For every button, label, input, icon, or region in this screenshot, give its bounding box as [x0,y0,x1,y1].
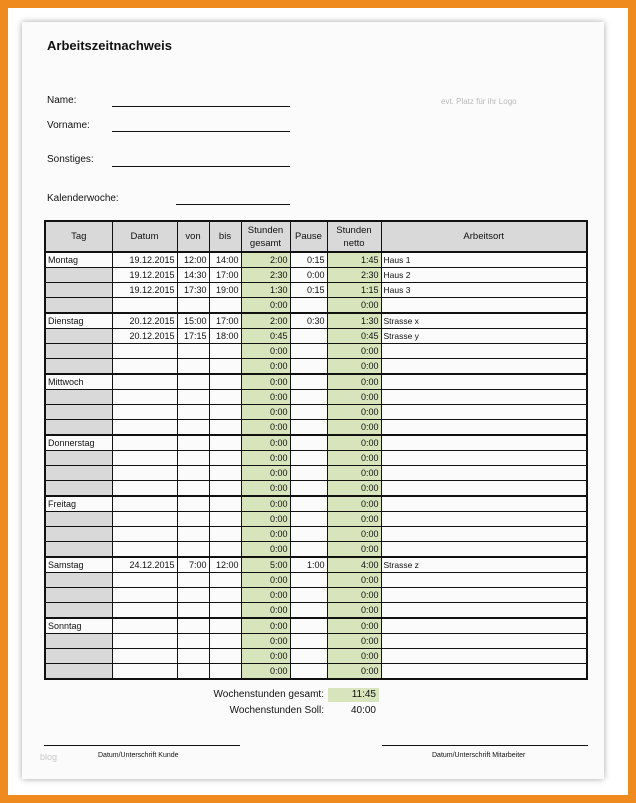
cell-arbeitsort[interactable] [381,542,587,558]
cell-bis[interactable] [209,390,241,405]
header-stunden-gesamt [241,221,290,252]
cell-von[interactable] [177,588,209,603]
cell-pause[interactable] [290,603,327,619]
cell-datum[interactable]: 20.12.2015 [112,313,177,329]
table-row [45,557,587,573]
cell-day-name[interactable]: Montag [45,252,112,268]
cell-arbeitsort[interactable] [381,451,587,466]
cell-stunden-netto[interactable]: 0:00 [327,359,381,375]
cell-stunden-gesamt[interactable]: 0:00 [241,374,290,390]
cell-von[interactable]: 7:00 [177,557,209,573]
table-row [45,634,587,649]
header-arbeitsort: Arbeitsort [381,221,587,252]
cell-von[interactable] [177,390,209,405]
cell-stunden-gesamt[interactable]: 0:00 [241,390,290,405]
cell-von[interactable]: 17:15 [177,329,209,344]
cell-datum[interactable]: 19.12.2015 [112,268,177,283]
table-row [45,542,587,558]
cell-datum[interactable] [112,466,177,481]
cell-day-empty[interactable] [45,420,112,436]
cell-bis[interactable] [209,420,241,436]
cell-stunden-gesamt[interactable]: 0:00 [241,649,290,664]
cell-pause[interactable] [290,329,327,344]
cell-stunden-netto[interactable]: 0:00 [327,588,381,603]
cell-stunden-netto[interactable]: 0:00 [327,649,381,664]
cell-stunden-gesamt[interactable]: 0:00 [241,420,290,436]
header-bis: bis [209,221,241,252]
cell-stunden-netto[interactable]: 0:00 [327,664,381,680]
cell-von[interactable] [177,344,209,359]
cell-datum[interactable] [112,405,177,420]
cell-stunden-netto[interactable]: 0:00 [327,634,381,649]
cell-stunden-gesamt[interactable]: 0:00 [241,496,290,512]
cell-stunden-gesamt[interactable]: 0:00 [241,451,290,466]
cell-arbeitsort[interactable]: Haus 3 [381,283,587,298]
cell-stunden-gesamt[interactable]: 1:30 [241,283,290,298]
cell-arbeitsort[interactable] [381,405,587,420]
cell-day-empty[interactable] [45,268,112,283]
cell-datum[interactable] [112,298,177,314]
cell-bis[interactable] [209,466,241,481]
cell-day-name[interactable]: Mittwoch [45,374,112,390]
cell-pause[interactable] [290,374,327,390]
cell-day-empty[interactable] [45,542,112,558]
cell-von[interactable] [177,573,209,588]
cell-pause[interactable]: 0:00 [290,268,327,283]
cell-bis[interactable] [209,603,241,619]
table-row [45,283,587,298]
cell-pause[interactable]: 0:15 [290,283,327,298]
cell-pause[interactable] [290,496,327,512]
cell-stunden-gesamt[interactable]: 0:00 [241,573,290,588]
cell-stunden-gesamt[interactable]: 0:00 [241,634,290,649]
cell-day-empty[interactable] [45,451,112,466]
header-stunden-netto [327,221,381,252]
signature-label-mitarbeiter: Datum/Unterschrift Mitarbeiter [432,752,526,759]
cell-day-empty[interactable] [45,298,112,314]
cell-datum[interactable] [112,603,177,619]
cell-pause[interactable] [290,344,327,359]
table-row [45,649,587,664]
cell-bis[interactable] [209,588,241,603]
table-row [45,420,587,436]
cell-datum[interactable] [112,512,177,527]
cell-arbeitsort[interactable] [381,481,587,497]
cell-arbeitsort[interactable]: Haus 1 [381,252,587,268]
header-gesamt-line2: gesamt [249,237,282,249]
header-gesamt-line1: Stunden [247,224,284,236]
cell-von[interactable] [177,664,209,680]
cell-datum[interactable]: 19.12.2015 [112,252,177,268]
table-row [45,344,587,359]
cell-arbeitsort[interactable] [381,420,587,436]
cell-von[interactable] [177,496,209,512]
cell-von[interactable]: 15:00 [177,313,209,329]
cell-stunden-netto[interactable]: 0:00 [327,405,381,420]
cell-pause[interactable]: 0:30 [290,313,327,329]
wochenstunden-soll-label: Wochenstunden Soll: [229,705,324,716]
cell-stunden-netto[interactable]: 0:00 [327,451,381,466]
cell-pause[interactable] [290,435,327,451]
cell-arbeitsort[interactable] [381,618,587,634]
cell-pause[interactable] [290,298,327,314]
cell-datum[interactable]: 24.12.2015 [112,557,177,573]
cell-von[interactable] [177,527,209,542]
table-row [45,390,587,405]
cell-arbeitsort[interactable] [381,664,587,680]
cell-arbeitsort[interactable]: Strasse z [381,557,587,573]
cell-arbeitsort[interactable] [381,496,587,512]
cell-pause[interactable] [290,664,327,680]
cell-day-name[interactable]: Donnerstag [45,435,112,451]
cell-day-name[interactable]: Sonntag [45,618,112,634]
cell-arbeitsort[interactable] [381,435,587,451]
cell-stunden-netto[interactable]: 0:00 [327,390,381,405]
table-row [45,359,587,375]
kalenderwoche-label: Kalenderwoche: [47,193,119,204]
cell-stunden-gesamt[interactable]: 0:00 [241,512,290,527]
cell-bis[interactable] [209,496,241,512]
cell-datum[interactable] [112,374,177,390]
table-row [45,512,587,527]
cell-day-name[interactable]: Freitag [45,496,112,512]
cell-stunden-gesamt[interactable]: 0:00 [241,344,290,359]
document-title: Arbeitszeitnachweis [47,38,172,53]
table-row [45,313,587,329]
table-row [45,664,587,680]
cell-arbeitsort[interactable] [381,512,587,527]
cell-datum[interactable] [112,420,177,436]
table-row [45,496,587,512]
cell-bis[interactable]: 18:00 [209,329,241,344]
cell-day-empty[interactable] [45,283,112,298]
cell-von[interactable] [177,512,209,527]
table-row [45,405,587,420]
cell-stunden-gesamt[interactable]: 0:00 [241,588,290,603]
cell-day-name[interactable]: Dienstag [45,313,112,329]
cell-day-empty[interactable] [45,344,112,359]
cell-stunden-netto[interactable]: 0:00 [327,573,381,588]
cell-stunden-gesamt[interactable]: 0:00 [241,664,290,680]
cell-day-empty[interactable] [45,405,112,420]
cell-arbeitsort[interactable] [381,298,587,314]
cell-datum[interactable] [112,573,177,588]
cell-von[interactable] [177,481,209,497]
cell-pause[interactable] [290,466,327,481]
cell-stunden-netto[interactable]: 2:30 [327,268,381,283]
cell-bis[interactable] [209,481,241,497]
cell-datum[interactable] [112,359,177,375]
cell-datum[interactable] [112,664,177,680]
table-row [45,573,587,588]
cell-day-empty[interactable] [45,573,112,588]
cell-stunden-gesamt[interactable]: 0:00 [241,298,290,314]
cell-pause[interactable] [290,573,327,588]
wochenstunden-soll-value: 40:00 [350,705,376,716]
vorname-label: Vorname: [47,120,90,131]
table-row [45,252,587,268]
name-field[interactable] [112,106,290,107]
cell-pause[interactable] [290,618,327,634]
cell-pause[interactable] [290,542,327,558]
cell-stunden-gesamt[interactable]: 0:00 [241,603,290,619]
cell-bis[interactable] [209,664,241,680]
table-row [45,588,587,603]
cell-datum[interactable]: 19.12.2015 [112,283,177,298]
header-tag: Tag [45,221,112,252]
cell-von[interactable] [177,634,209,649]
cell-bis[interactable] [209,649,241,664]
cell-pause[interactable]: 0:15 [290,252,327,268]
cell-stunden-netto[interactable]: 0:00 [327,527,381,542]
cell-pause[interactable] [290,588,327,603]
cell-day-empty[interactable] [45,527,112,542]
cell-stunden-netto[interactable]: 0:45 [327,329,381,344]
cell-stunden-gesamt[interactable]: 0:00 [241,618,290,634]
cell-day-name[interactable]: Samstag [45,557,112,573]
cell-von[interactable] [177,649,209,664]
cell-day-empty[interactable] [45,390,112,405]
timesheet-table [44,220,588,680]
cell-pause[interactable] [290,527,327,542]
cell-arbeitsort[interactable] [381,573,587,588]
cell-bis[interactable] [209,344,241,359]
table-row [45,603,587,619]
cell-arbeitsort[interactable]: Strasse y [381,329,587,344]
cell-stunden-netto[interactable]: 0:00 [327,496,381,512]
cell-von[interactable] [177,603,209,619]
cell-arbeitsort[interactable] [381,527,587,542]
cell-bis[interactable]: 17:00 [209,313,241,329]
cell-day-empty[interactable] [45,664,112,680]
cell-datum[interactable] [112,496,177,512]
cell-arbeitsort[interactable] [381,634,587,649]
cell-bis[interactable] [209,374,241,390]
signature-line-kunde[interactable] [44,745,240,746]
cell-bis[interactable] [209,542,241,558]
cell-stunden-netto[interactable]: 1:30 [327,313,381,329]
cell-stunden-netto[interactable]: 1:15 [327,283,381,298]
cell-pause[interactable] [290,405,327,420]
timesheet-body [45,252,587,679]
cell-day-empty[interactable] [45,603,112,619]
sonstiges-field[interactable] [112,166,290,167]
cell-von[interactable]: 12:00 [177,252,209,268]
cell-bis[interactable] [209,527,241,542]
cell-day-empty[interactable] [45,634,112,649]
cell-pause[interactable] [290,359,327,375]
table-row [45,298,587,314]
cell-bis[interactable] [209,298,241,314]
cell-stunden-gesamt[interactable]: 0:45 [241,329,290,344]
cell-pause[interactable] [290,390,327,405]
cell-von[interactable] [177,359,209,375]
kalenderwoche-field[interactable] [176,204,290,205]
cell-day-empty[interactable] [45,466,112,481]
cell-von[interactable] [177,374,209,390]
table-row [45,268,587,283]
cell-stunden-gesamt[interactable]: 0:00 [241,527,290,542]
signature-line-mitarbeiter[interactable] [382,745,588,746]
table-row [45,329,587,344]
cell-datum[interactable] [112,588,177,603]
cell-bis[interactable]: 12:00 [209,557,241,573]
cell-datum[interactable] [112,649,177,664]
table-row [45,435,587,451]
cell-stunden-netto[interactable]: 0:00 [327,374,381,390]
cell-arbeitsort[interactable] [381,359,587,375]
cell-arbeitsort[interactable]: Strasse x [381,313,587,329]
cell-day-empty[interactable] [45,359,112,375]
cell-stunden-netto[interactable]: 0:00 [327,344,381,359]
cell-stunden-netto[interactable]: 0:00 [327,542,381,558]
cell-pause[interactable] [290,451,327,466]
cell-arbeitsort[interactable] [381,588,587,603]
cell-datum[interactable] [112,634,177,649]
cell-day-empty[interactable] [45,481,112,497]
cell-stunden-gesamt[interactable]: 0:00 [241,405,290,420]
wochenstunden-gesamt-value: 11:45 [328,688,379,702]
cell-stunden-gesamt[interactable]: 0:00 [241,466,290,481]
cell-bis[interactable]: 14:00 [209,252,241,268]
cell-bis[interactable] [209,451,241,466]
cell-arbeitsort[interactable] [381,374,587,390]
vorname-field[interactable] [112,131,290,132]
cell-von[interactable] [177,435,209,451]
cell-stunden-netto[interactable]: 0:00 [327,298,381,314]
cell-stunden-gesamt[interactable]: 0:00 [241,359,290,375]
cell-day-empty[interactable] [45,649,112,664]
cell-arbeitsort[interactable]: Haus 2 [381,268,587,283]
cell-arbeitsort[interactable] [381,390,587,405]
cell-day-empty[interactable] [45,329,112,344]
table-row [45,374,587,390]
watermark: blog [40,752,58,762]
cell-datum[interactable] [112,451,177,466]
name-label: Name: [47,95,77,106]
cell-stunden-gesamt[interactable]: 0:00 [241,481,290,497]
cell-datum[interactable] [112,618,177,634]
cell-stunden-gesamt[interactable]: 5:00 [241,557,290,573]
cell-day-empty[interactable] [45,512,112,527]
table-row [45,527,587,542]
cell-datum[interactable] [112,435,177,451]
cell-von[interactable] [177,420,209,436]
cell-von[interactable] [177,466,209,481]
cell-stunden-netto[interactable]: 0:00 [327,466,381,481]
cell-stunden-gesamt[interactable]: 2:30 [241,268,290,283]
cell-von[interactable] [177,542,209,558]
table-row [45,466,587,481]
cell-stunden-netto[interactable]: 0:00 [327,512,381,527]
cell-stunden-gesamt[interactable]: 2:00 [241,313,290,329]
cell-pause[interactable] [290,634,327,649]
cell-stunden-netto[interactable]: 0:00 [327,435,381,451]
table-header-row [45,221,587,252]
cell-arbeitsort[interactable] [381,603,587,619]
cell-stunden-netto[interactable]: 4:00 [327,557,381,573]
cell-pause[interactable] [290,420,327,436]
signature-label-kunde: Datum/Unterschrift Kunde [98,752,179,759]
cell-bis[interactable] [209,405,241,420]
cell-bis[interactable] [209,435,241,451]
cell-datum[interactable]: 20.12.2015 [112,329,177,344]
cell-stunden-netto[interactable]: 0:00 [327,618,381,634]
cell-stunden-netto[interactable]: 1:45 [327,252,381,268]
cell-von[interactable]: 17:30 [177,283,209,298]
cell-stunden-netto[interactable]: 0:00 [327,420,381,436]
header-datum: Datum [112,221,177,252]
header-pause: Pause [290,221,327,252]
table-row [45,481,587,497]
header-von: von [177,221,209,252]
cell-bis[interactable] [209,359,241,375]
cell-datum[interactable] [112,390,177,405]
header-netto-line1: Stunden [336,224,372,236]
table-row [45,618,587,634]
cell-bis[interactable]: 17:00 [209,268,241,283]
cell-datum[interactable] [112,527,177,542]
cell-von[interactable] [177,618,209,634]
wochenstunden-gesamt-label: Wochenstunden gesamt: [213,689,324,700]
cell-stunden-netto[interactable]: 0:00 [327,603,381,619]
cell-bis[interactable] [209,512,241,527]
cell-von[interactable] [177,405,209,420]
logo-placeholder: evt. Platz für ihr Logo [441,97,517,106]
cell-pause[interactable] [290,481,327,497]
cell-bis[interactable]: 19:00 [209,283,241,298]
cell-pause[interactable] [290,512,327,527]
cell-datum[interactable] [112,344,177,359]
cell-arbeitsort[interactable] [381,344,587,359]
cell-bis[interactable] [209,573,241,588]
table-row [45,451,587,466]
cell-stunden-netto[interactable]: 0:00 [327,481,381,497]
cell-pause[interactable] [290,649,327,664]
cell-datum[interactable] [112,481,177,497]
cell-stunden-gesamt[interactable]: 2:00 [241,252,290,268]
cell-bis[interactable] [209,634,241,649]
cell-arbeitsort[interactable] [381,466,587,481]
cell-von[interactable]: 14:30 [177,268,209,283]
cell-datum[interactable] [112,542,177,558]
cell-stunden-gesamt[interactable]: 0:00 [241,542,290,558]
cell-arbeitsort[interactable] [381,649,587,664]
cell-von[interactable] [177,298,209,314]
cell-stunden-gesamt[interactable]: 0:00 [241,435,290,451]
header-netto-line2: netto [343,237,365,249]
sonstiges-label: Sonstiges: [47,154,94,165]
cell-pause[interactable]: 1:00 [290,557,327,573]
cell-bis[interactable] [209,618,241,634]
cell-von[interactable] [177,451,209,466]
cell-day-empty[interactable] [45,588,112,603]
